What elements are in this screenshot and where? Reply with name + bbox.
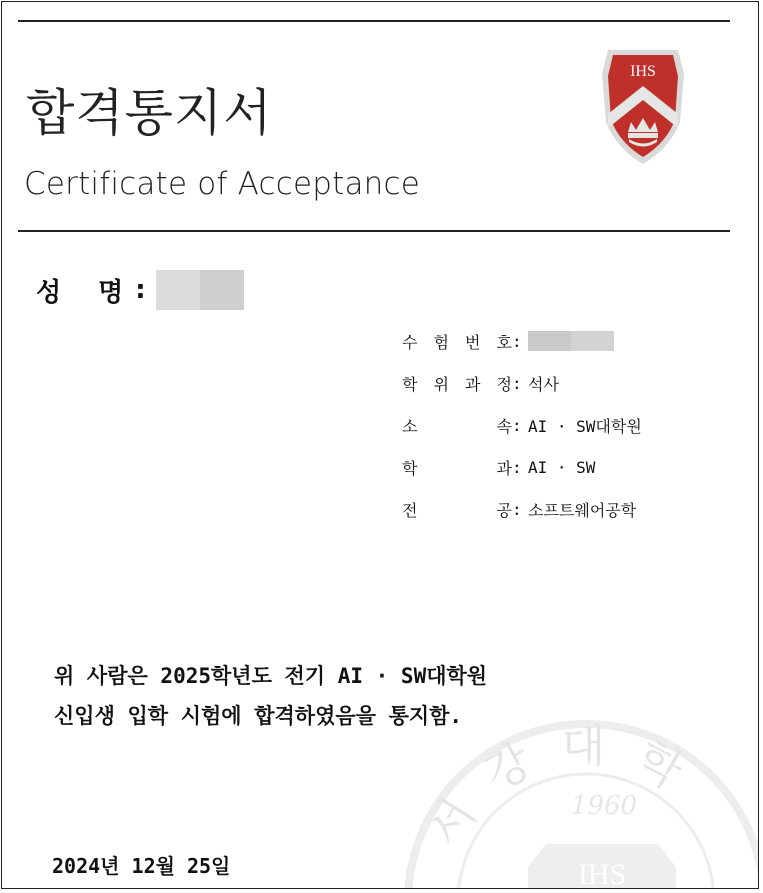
- detail-row-degree: 학 위 과 정 : 석사: [402, 373, 559, 394]
- statement-line-2: 신입생 입학 시험에 합격하였음을 통지함.: [54, 704, 463, 728]
- detail-row-affiliation: 소 속 : AI · SW대학원: [402, 415, 642, 436]
- svg-text:서 강 대 학: [417, 719, 697, 855]
- detail-value: AI · SW대학원: [528, 416, 642, 436]
- title-korean: 합격통지서: [26, 84, 273, 142]
- detail-row-exam-number: 수 험 번 호 :: [402, 320, 642, 362]
- redacted-exam-number: [528, 331, 614, 351]
- redacted-name: [156, 270, 244, 310]
- detail-value: 석사: [528, 374, 559, 394]
- statement-line-1: 위 사람은 2025학년도 전기 AI · SW대학원: [54, 664, 488, 688]
- top-rule: [18, 20, 730, 22]
- seal-text: 서 강 대 학: [417, 718, 698, 856]
- emblem-text: IHS: [630, 63, 656, 80]
- detail-label: 학 과: [402, 458, 512, 478]
- acceptance-statement: [54, 656, 487, 736]
- detail-value: AI · SW: [528, 457, 596, 477]
- name-colon: :: [135, 275, 146, 305]
- details-list: [402, 320, 642, 530]
- detail-label: 소 속: [402, 416, 512, 436]
- title-english: Certificate of Acceptance: [24, 166, 421, 202]
- bottom-rule: [18, 230, 730, 232]
- certificate-page: [1, 1, 759, 889]
- detail-row-department: 학 과 : AI · SW: [402, 457, 596, 478]
- detail-label: 수 험 번 호: [402, 332, 512, 352]
- seal-year: 1960: [570, 791, 638, 821]
- name-label: 성 명: [36, 277, 138, 308]
- detail-label: 학 위 과 정: [402, 374, 512, 394]
- seal-emblem-text: IHS: [577, 858, 627, 891]
- university-emblem: [600, 44, 686, 168]
- detail-value: 소프트웨어공학: [528, 500, 637, 520]
- detail-row-major: 전 공 : 소프트웨어공학: [402, 499, 637, 520]
- issue-date: 2024년 12월 25일: [52, 854, 231, 878]
- applicant-name-row: [36, 270, 244, 310]
- detail-label: 전 공: [402, 500, 512, 520]
